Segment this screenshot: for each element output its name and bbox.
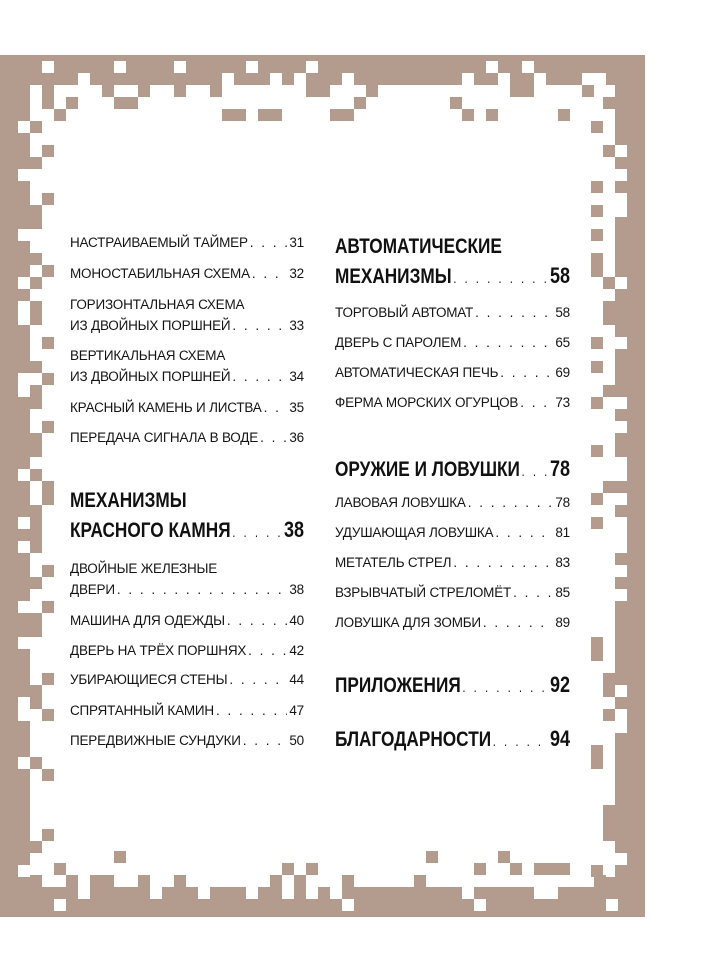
border-pixel: [615, 709, 627, 721]
border-pixel: [114, 61, 126, 73]
border-pixel: [42, 145, 54, 157]
border-pixel: [615, 517, 627, 529]
border-pixel: [546, 863, 558, 875]
border-pixel: [30, 469, 42, 481]
border-pixel: [615, 493, 627, 505]
border-pixel: [234, 109, 246, 121]
border-pixel: [30, 205, 42, 217]
entry-title: ДВЕРЬ С ПАРОЛЕМ: [335, 335, 462, 350]
entry-title: МОНОСТАБИЛЬНАЯ СХЕМА: [70, 266, 250, 281]
border-pixel: [54, 863, 66, 875]
border-pixel: [591, 493, 603, 505]
border-pixel: [591, 517, 603, 529]
border-pixel: [414, 875, 426, 887]
border-pixel: [615, 205, 627, 217]
border-pixel: [615, 541, 627, 553]
border-pixel: [282, 887, 294, 899]
dot-leader: [453, 552, 553, 573]
border-pixel: [42, 373, 54, 385]
border-pixel: [18, 697, 30, 709]
section-page: 38: [284, 517, 305, 542]
entry-title: ФЕРМА МОРСКИХ ОГУРЦОВ: [335, 395, 519, 410]
entry-page: 31: [289, 235, 304, 250]
border-pixel: [498, 851, 510, 863]
border-pixel: [42, 709, 54, 721]
border-pixel: [318, 85, 330, 97]
border-pixel: [18, 229, 30, 241]
border-pixel: [30, 277, 42, 289]
entry-page: 35: [289, 400, 304, 415]
border-pixel: [615, 457, 627, 469]
border-pixel: [591, 745, 603, 757]
border-pixel: [591, 229, 603, 241]
border-pixel: [606, 899, 618, 911]
section-title: КРАСНОГО КАМНЯ: [70, 519, 231, 542]
border-pixel: [306, 887, 318, 899]
entry-title: УДУШАЮЩАЯ ЛОВУШКА: [335, 525, 494, 540]
border-pixel: [591, 253, 603, 265]
border-pixel: [30, 313, 42, 325]
border-pixel: [603, 481, 615, 493]
border-pixel: [18, 601, 30, 613]
dot-leader: [229, 669, 287, 690]
section-title-line1: МЕХАНИЗМЫ: [70, 489, 187, 512]
border-pixel: [18, 865, 30, 877]
toc-entry[interactable]: [335, 522, 570, 543]
entry-page: 65: [555, 335, 570, 350]
entry-title: ЛОВУШКА ДЛЯ ЗОМБИ: [335, 615, 481, 630]
border-pixel: [615, 469, 627, 481]
dot-leader: [252, 263, 287, 284]
border-pixel: [510, 863, 522, 875]
entry-page: 33: [289, 318, 304, 333]
entry-title: ДВЕРИ: [70, 582, 115, 597]
border-pixel: [30, 505, 42, 517]
border-pixel: [246, 887, 258, 899]
section-page: 92: [550, 672, 571, 697]
entry-page: 69: [555, 365, 570, 380]
border-pixel: [18, 121, 30, 133]
border-pixel: [522, 85, 534, 97]
dot-leader: [216, 700, 287, 721]
border-pixel: [294, 73, 306, 85]
border-pixel: [615, 169, 627, 181]
entry-page: 50: [289, 733, 304, 748]
toc-section-heading[interactable]: [335, 232, 570, 293]
border-pixel: [591, 205, 603, 217]
section-page: 58: [550, 263, 571, 288]
entry-page: 34: [289, 369, 304, 384]
border-pixel: [462, 887, 474, 899]
border-pixel: [18, 169, 30, 181]
border-pixel: [534, 73, 546, 85]
dot-leader: [250, 232, 288, 253]
border-pixel: [603, 877, 615, 889]
border-pixel: [591, 337, 603, 349]
border-pixel: [18, 313, 30, 325]
border-pixel: [270, 875, 282, 887]
border-pixel: [582, 73, 594, 85]
border-pixel: [603, 829, 615, 841]
border-pixel: [42, 421, 54, 433]
entry-title: ИЗ ДВОЙНЫХ ПОРШНЕЙ: [70, 369, 231, 384]
border-pixel: [30, 877, 42, 889]
border-pixel: [615, 193, 627, 205]
dot-leader: [243, 730, 288, 751]
border-pixel: [615, 853, 627, 865]
dot-leader: [264, 397, 288, 418]
border-pixel: [615, 337, 627, 349]
border-pixel: [18, 517, 30, 529]
dot-leader: [453, 264, 548, 293]
dot-leader: [232, 315, 287, 336]
border-pixel: [30, 613, 42, 625]
toc-entry[interactable]: [335, 552, 570, 573]
entry-title-line1: ВЕРТИКАЛЬНАЯ СХЕМА: [70, 348, 226, 363]
dot-leader: [463, 332, 553, 353]
border-pixel: [18, 709, 30, 721]
entry-page: 83: [555, 555, 570, 570]
border-pixel: [615, 421, 627, 433]
entry-title: ПЕРЕДАЧА СИГНАЛА В ВОДЕ: [70, 430, 259, 445]
border-pixel: [18, 541, 30, 553]
entry-title: ЛАВОВАЯ ЛОВУШКА: [335, 495, 466, 510]
border-pixel: [18, 301, 30, 313]
border-pixel: [474, 899, 486, 911]
border-pixel: [54, 899, 66, 911]
entry-page: 58: [555, 305, 570, 320]
border-pixel: [90, 875, 102, 887]
toc-entry[interactable]: [70, 263, 304, 284]
border-pixel: [591, 265, 603, 277]
entry-page: 78: [555, 495, 570, 510]
border-pixel: [534, 863, 546, 875]
toc-entry[interactable]: [70, 610, 304, 631]
entry-title: УБИРАЮЩИЕСЯ СТЕНЫ: [70, 672, 228, 687]
border-pixel: [18, 277, 30, 289]
toc-entry[interactable]: [70, 232, 304, 253]
border-pixel: [366, 85, 378, 97]
dot-leader: [483, 612, 553, 633]
entry-page: 47: [289, 703, 304, 718]
dot-leader: [260, 427, 287, 448]
border-pixel: [594, 73, 606, 85]
section-page: 94: [550, 726, 571, 751]
dot-leader: [500, 362, 553, 383]
border-pixel: [78, 73, 90, 85]
toc-entry[interactable]: [335, 392, 570, 413]
toc-entry[interactable]: [70, 427, 304, 448]
border-pixel: [30, 577, 42, 589]
border-pixel: [210, 85, 222, 97]
border-pixel: [174, 875, 186, 887]
entry-page: 38: [289, 582, 304, 597]
entry-title: СПРЯТАННЫЙ КАМИН: [70, 703, 214, 718]
border-pixel: [342, 73, 354, 85]
border-pixel: [30, 301, 42, 313]
entry-page: 40: [289, 613, 304, 628]
border-pixel: [114, 851, 126, 863]
toc-entry[interactable]: [70, 730, 304, 751]
entry-title: ДВЕРЬ НА ТРЁХ ПОРШНЯХ: [70, 643, 247, 658]
dot-leader: [522, 457, 549, 486]
border-pixel: [270, 73, 282, 85]
border-pixel: [138, 85, 150, 97]
dot-leader: [248, 640, 287, 661]
border-pixel: [222, 73, 234, 85]
entry-title: ПЕРЕДВИЖНЫЕ СУНДУКИ: [70, 733, 241, 748]
dot-leader: [495, 522, 553, 543]
border-pixel: [30, 517, 42, 529]
toc-entry[interactable]: [335, 332, 570, 353]
border-pixel: [615, 565, 627, 577]
border-pixel: [42, 565, 54, 577]
border-pixel: [102, 875, 114, 887]
border-pixel: [582, 85, 594, 97]
border-pixel: [558, 109, 570, 121]
border-pixel: [54, 109, 66, 121]
border-pixel: [354, 97, 366, 109]
border-pixel: [30, 433, 42, 445]
border-pixel: [66, 875, 78, 887]
border-pixel: [30, 445, 42, 457]
toc-section-heading[interactable]: [335, 670, 570, 702]
border-pixel: [42, 265, 54, 277]
section-title-line1: АВТОМАТИЧЕСКИЕ: [335, 235, 502, 258]
entry-page: 32: [289, 266, 304, 281]
dot-leader: [227, 610, 288, 631]
border-pixel: [591, 865, 603, 877]
border-pixel: [603, 145, 615, 157]
border-pixel: [306, 863, 318, 875]
border-pixel: [342, 875, 354, 887]
border-pixel: [591, 637, 603, 649]
section-title: ПРИЛОЖЕНИЯ: [335, 674, 461, 697]
section-title: МЕХАНИЗМЫ: [335, 265, 452, 288]
border-pixel: [42, 673, 54, 685]
border-pixel: [591, 181, 603, 193]
border-pixel: [150, 887, 162, 899]
border-pixel: [30, 385, 42, 397]
border-pixel: [330, 887, 342, 899]
entry-title: ВЗРЫВЧАТЫЙ СТРЕЛОМЁТ: [335, 585, 512, 600]
border-pixel: [42, 601, 54, 613]
border-pixel: [114, 97, 126, 109]
border-pixel: [426, 851, 438, 863]
toc-entry[interactable]: [335, 582, 570, 603]
border-pixel: [138, 875, 150, 887]
dot-leader: [513, 582, 553, 603]
border-pixel: [258, 109, 270, 121]
border-pixel: [603, 313, 615, 325]
border-pixel: [30, 841, 42, 853]
border-pixel: [510, 85, 522, 97]
border-pixel: [498, 73, 510, 85]
border-pixel: [42, 97, 54, 109]
border-pixel: [615, 685, 627, 697]
border-pixel: [615, 721, 627, 733]
border-pixel: [30, 253, 42, 265]
border-pixel: [42, 337, 54, 349]
border-pixel: [330, 109, 342, 121]
toc-entry[interactable]: [70, 669, 304, 690]
border-pixel: [42, 85, 54, 97]
border-pixel: [42, 481, 54, 493]
border-pixel: [450, 97, 462, 109]
section-title: ОРУЖИЕ И ЛОВУШКИ: [335, 458, 520, 481]
border-pixel: [174, 61, 186, 73]
border-pixel: [591, 445, 603, 457]
border-pixel: [342, 899, 354, 911]
border-pixel: [603, 817, 615, 829]
toc-entry[interactable]: [70, 294, 304, 336]
border-pixel: [102, 85, 114, 97]
border-pixel: [591, 757, 603, 769]
entry-title: ТОРГОВЫЙ АВТОМАТ: [335, 305, 474, 320]
border-pixel: [126, 97, 138, 109]
border-pixel: [42, 829, 54, 841]
border-pixel: [30, 541, 42, 553]
border-pixel: [603, 805, 615, 817]
border-pixel: [603, 709, 615, 721]
border-pixel: [66, 97, 78, 109]
border-pixel: [591, 397, 603, 409]
entry-page: 89: [555, 615, 570, 630]
entry-page: 85: [555, 585, 570, 600]
dot-leader: [493, 727, 549, 756]
border-pixel: [18, 469, 30, 481]
entry-page: 44: [289, 672, 304, 687]
toc-section-heading[interactable]: [70, 486, 304, 547]
border-pixel: [174, 85, 186, 97]
border-pixel: [30, 397, 42, 409]
border-pixel: [18, 757, 30, 769]
toc-entry[interactable]: [70, 345, 304, 387]
border-pixel: [42, 769, 54, 781]
dot-leader: [232, 518, 282, 547]
entry-page: 81: [555, 525, 570, 540]
border-pixel: [30, 121, 42, 133]
entry-title-line1: ДВОЙНЫЕ ЖЕЛЕЗНЫЕ: [70, 561, 218, 576]
border-pixel: [615, 529, 627, 541]
border-pixel: [30, 529, 42, 541]
border-pixel: [30, 757, 42, 769]
border-pixel: [591, 361, 603, 373]
border-pixel: [486, 109, 498, 121]
border-pixel: [18, 637, 30, 649]
border-pixel: [42, 61, 54, 73]
border-pixel: [591, 121, 603, 133]
border-pixel: [30, 217, 42, 229]
toc-section-heading[interactable]: [335, 724, 570, 756]
border-pixel: [198, 887, 210, 899]
border-pixel: [30, 157, 42, 169]
border-pixel: [30, 361, 42, 373]
entry-title: МЕТАТЕЛЬ СТРЕЛ: [335, 555, 452, 570]
entry-title: КРАСНЫЙ КАМЕНЬ И ЛИСТВА: [70, 400, 262, 415]
border-pixel: [522, 61, 534, 73]
border-pixel: [591, 649, 603, 661]
border-pixel: [603, 385, 615, 397]
border-pixel: [462, 73, 474, 85]
toc-entry[interactable]: [335, 612, 570, 633]
border-pixel: [615, 589, 627, 601]
border-pixel: [474, 863, 486, 875]
dot-leader: [520, 392, 553, 413]
entry-title: МАШИНА ДЛЯ ОДЕЖДЫ: [70, 613, 225, 628]
border-pixel: [615, 145, 627, 157]
border-pixel: [603, 301, 615, 313]
border-pixel: [462, 109, 474, 121]
toc-entry[interactable]: [70, 700, 304, 721]
border-pixel: [30, 697, 42, 709]
border-pixel: [486, 61, 498, 73]
border-pixel: [603, 97, 615, 109]
border-pixel: [306, 61, 318, 73]
border-pixel: [603, 277, 615, 289]
border-pixel: [534, 887, 546, 899]
border-pixel: [342, 109, 354, 121]
toc-entry[interactable]: [70, 397, 304, 418]
border-pixel: [42, 493, 54, 505]
dot-leader: [475, 302, 553, 323]
border-pixel: [78, 887, 90, 899]
border-pixel: [246, 61, 258, 73]
border-pixel: [306, 85, 318, 97]
border-pixel: [558, 863, 570, 875]
border-pixel: [615, 277, 627, 289]
toc-entry[interactable]: [335, 362, 570, 383]
border-pixel: [546, 887, 558, 899]
border-pixel: [282, 863, 294, 875]
dot-leader: [232, 366, 287, 387]
border-pixel: [18, 385, 30, 397]
entry-page: 36: [289, 430, 304, 445]
dot-leader: [462, 673, 548, 702]
toc-entry[interactable]: [70, 640, 304, 661]
section-page: 78: [550, 456, 571, 481]
border-pixel: [18, 373, 30, 385]
border-pixel: [42, 193, 54, 205]
entry-page: 42: [289, 643, 304, 658]
dot-leader: [468, 492, 554, 513]
border-pixel: [30, 685, 42, 697]
toc-entry[interactable]: [335, 492, 570, 513]
section-title: БЛАГОДАРНОСТИ: [335, 728, 492, 751]
entry-page: 73: [555, 395, 570, 410]
border-pixel: [615, 397, 627, 409]
border-pixel: [30, 625, 42, 637]
toc-entry[interactable]: [335, 302, 570, 323]
dot-leader: [117, 579, 288, 600]
border-pixel: [294, 875, 306, 887]
entry-title: НАСТРАИВАЕМЫЙ ТАЙМЕР: [70, 235, 248, 250]
entry-title: ИЗ ДВОЙНЫХ ПОРШНЕЙ: [70, 318, 231, 333]
border-pixel: [603, 673, 615, 685]
entry-title: АВТОМАТИЧЕСКАЯ ПЕЧЬ: [335, 365, 499, 380]
border-pixel: [222, 109, 234, 121]
toc-entry[interactable]: [70, 558, 304, 600]
entry-title-line1: ГОРИЗОНТАЛЬНАЯ СХЕМА: [70, 297, 245, 312]
border-pixel: [603, 685, 615, 697]
border-pixel: [270, 109, 282, 121]
toc-section-heading[interactable]: [335, 454, 570, 486]
